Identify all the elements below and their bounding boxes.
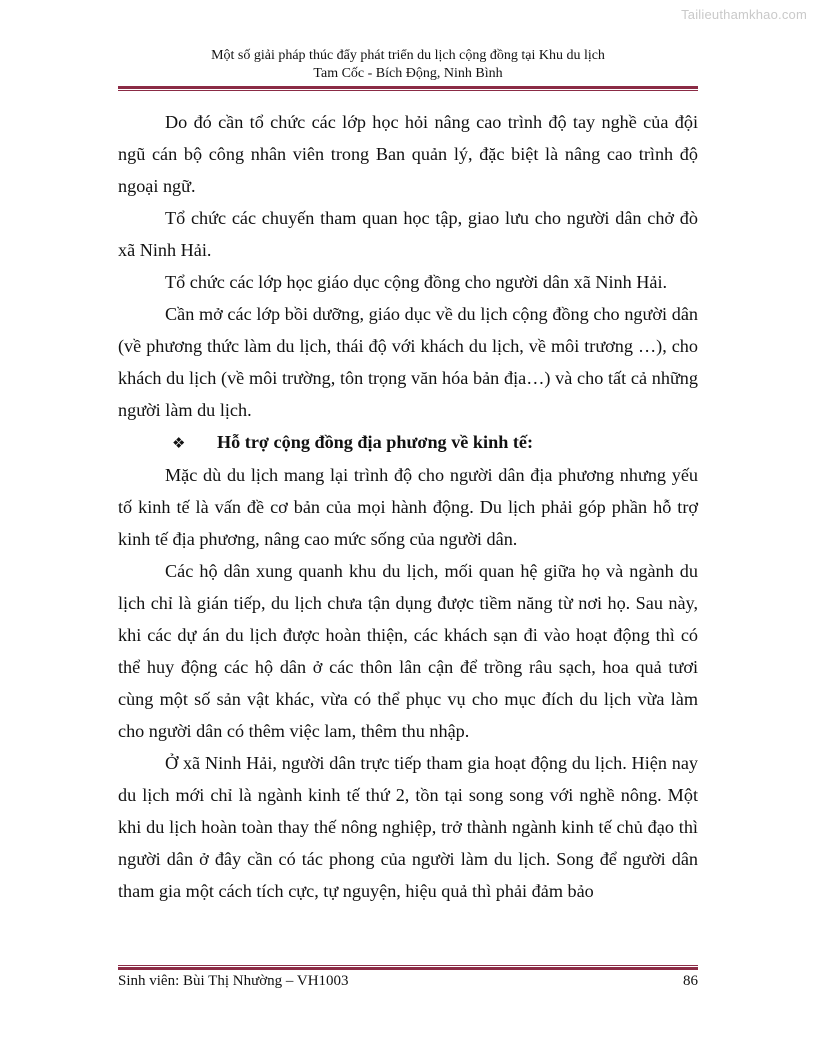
diamond-bullet-icon: ❖: [172, 434, 186, 452]
document-body: [118, 106, 698, 907]
watermark-text: Tailieuthamkhao.com: [681, 7, 807, 22]
paragraph: Cần mở các lớp bồi dưỡng, giáo dục về du lịch cộng đồng cho người dân (về phương thức làm du lịch, thái độ với khách du lịch, về môi trương …), cho khách du lịch (về môi trường, tôn trọng văn hóa bản địa…) và cho tất cả những người làm du lịch.: [118, 304, 698, 420]
paragraph: Các hộ dân xung quanh khu du lịch, mối quan hệ giữa họ và ngành du lịch chỉ là gián tiếp, du lịch chưa tận dụng được tiềm năng từ nơi họ. Sau này, khi các dự án du lịch được hoàn thiện, các khách sạn đi vào hoạt động thì có thể huy động các hộ dân ở các thôn lân cận để trồng râu sạch, hoa quả tươi cùng một số sản vật khác, vừa có thể phục vụ cho mục đích du lịch vừa làm cho người dân có thêm việc lam, thêm thu nhập.: [118, 561, 698, 741]
footer-divider: [118, 965, 698, 970]
header-title-line-1: Một số giải pháp thúc đẩy phát triển du lịch cộng đồng tại Khu du lịch: [211, 48, 605, 63]
paragraph: Mặc dù du lịch mang lại trình độ cho người dân địa phương nhưng yếu tố kinh tế là vấn đề cơ bản của mọi hành động. Du lịch phải góp phần hỗ trợ kinh tế địa phương, nâng cao mức sống của người dân.: [118, 465, 698, 549]
paragraph: Ở xã Ninh Hải, người dân trực tiếp tham gia hoạt động du lịch. Hiện nay du lịch mới chỉ là ngành kinh tế thứ 2, tồn tại song song với nghề nông. Một khi du lịch hoàn toàn thay thế nông nghiệp, trở thành ngành kinh tế chủ đạo thì người dân ở đây cần có tác phong của người làm du lịch. Song để người dân tham gia một cách tích cực, tự nguyện, hiệu quả thì phải đảm bảo: [118, 753, 698, 901]
section-heading-text: Hỗ trợ cộng đồng địa phương về kinh tế:: [217, 432, 534, 452]
page-header: [118, 47, 698, 83]
footer-author: Sinh viên: Bùi Thị Nhường – VH1003: [118, 973, 349, 989]
paragraph: Tổ chức các lớp học giáo dục cộng đồng cho người dân xã Ninh Hải.: [165, 272, 668, 292]
header-divider: [118, 86, 698, 91]
page-footer: [118, 972, 698, 990]
header-title-line-2: Tam Cốc - Bích Động, Ninh Bình: [313, 66, 503, 81]
page-number: 86: [683, 973, 698, 989]
section-heading: [118, 426, 698, 459]
paragraph: Do đó cần tổ chức các lớp học hỏi nâng cao trình độ tay nghề của đội ngũ cán bộ công nhân viên trong Ban quản lý, đặc biệt là nâng cao trình độ ngoại ngữ.: [118, 112, 698, 196]
paragraph: Tổ chức các chuyến tham quan học tập, giao lưu cho người dân chở đò xã Ninh Hải.: [118, 208, 698, 260]
